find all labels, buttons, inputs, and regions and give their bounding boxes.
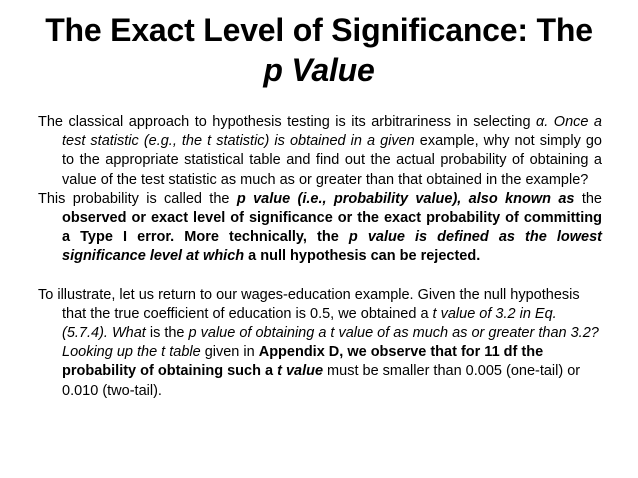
p2-text-1: This probability is called the — [38, 190, 237, 207]
title-main-text: The Exact Level of Significance: The — [45, 12, 593, 48]
p2-text-6: a null hypothesis can be rejected. — [244, 248, 481, 265]
p1-text-1: The classical approach to hypothesis testing is its arbitrariness in selecting — [38, 114, 536, 130]
p3-text-5: given in — [200, 344, 259, 361]
p3-text-8: must be smaller than 0.005 (one-tail) or 0.010 (two-tail). — [62, 363, 581, 399]
p3-text-3: is the — [145, 325, 189, 342]
p2-text-4: observed or exact level of significance or the exact probability of committing a Type I error. More technically, the — [62, 210, 602, 246]
slide-title — [40, 10, 598, 90]
paragraph-classical-approach — [38, 113, 602, 190]
p3-text-6: Appendix D, we observe that for 11 df the probability of obtaining such a — [62, 344, 544, 380]
p3-text-4: p value of obtaining a t value of as much as or greater than 3.2? Looking up the t table — [62, 325, 599, 361]
p1-text-2: α. Once a test statistic (e.g., the t statistic) is obtained in a given — [62, 114, 602, 150]
title-italic-text: p Value — [263, 52, 375, 88]
p2-text-3: the — [574, 190, 602, 207]
p3-text-2: t value of 3.2 in Eq. (5.7.4). What — [62, 305, 557, 342]
p2-text-2: p value (i.e., probability value), also known as — [236, 190, 575, 207]
p1-text-3: example, why not simply go to the appropriate statistical table and find out the actual probability of obtaining a value of the test statistic as much as or greater than that obtained in the example? — [62, 133, 602, 188]
p2-text-5: p value is defined as the lowest significance level at which — [62, 229, 602, 265]
p3-text-7: t value — [277, 363, 324, 380]
paragraph-spacer — [38, 267, 602, 286]
paragraph-illustration — [38, 286, 602, 401]
p3-text-1: To illustrate, let us return to our wages-education example. Given the null hypothesis that the true coefficient of education is 0.5, we obtained a — [38, 286, 580, 322]
slide-body — [38, 113, 602, 401]
paragraph-p-value-definition — [38, 190, 602, 267]
